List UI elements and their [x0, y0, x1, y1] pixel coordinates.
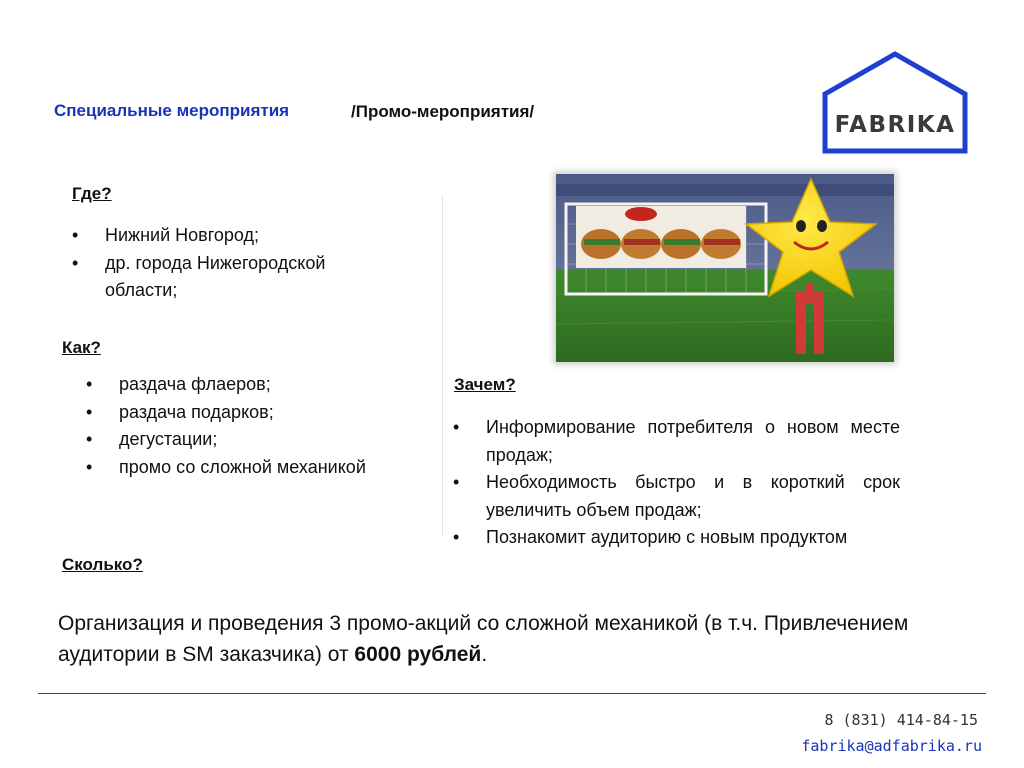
fabrika-logo [820, 50, 970, 156]
bullet: • [453, 472, 460, 492]
column-divider [442, 195, 443, 535]
why-item-2: Необходимость быстро и в короткий срок увеличить объем продаж; [486, 472, 900, 520]
list-item [453, 469, 900, 524]
summary-text-after: . [481, 643, 488, 666]
bullet: • [86, 374, 93, 394]
how-much-heading: Сколько? [62, 555, 143, 574]
bullet: • [86, 401, 93, 422]
list-item [72, 250, 402, 305]
how-heading: Как? [62, 338, 101, 357]
contact-phone: 8 (831) 414-84-15 [824, 711, 978, 729]
contact-email[interactable]: fabrika@adfabrika.ru [801, 737, 982, 755]
list-item [86, 371, 366, 399]
page-subtitle: /Промо-мероприятия/ [351, 102, 535, 121]
where-list [72, 222, 402, 305]
summary-text-before: Организация и проведения 3 промо-акций со сложной механикой (в т.ч. Привлечением аудитории в SM заказчика) от [58, 612, 909, 666]
why-heading: Зачем? [454, 375, 516, 394]
how-item-3: дегустации; [119, 429, 218, 449]
page-title: Специальные мероприятия [54, 101, 290, 120]
list-item [86, 426, 366, 454]
logo-text: FABRIKA [834, 112, 956, 138]
why-item-1: Информирование потребителя о новом месте продаж; [486, 417, 900, 465]
list-item [86, 454, 366, 482]
where-item-1: Нижний Новгород; [105, 225, 260, 245]
bullet: • [86, 456, 93, 477]
bullet: • [453, 527, 460, 547]
list-item [86, 399, 366, 427]
how-item-1: раздача флаеров; [119, 374, 271, 394]
list-item [453, 524, 900, 552]
bullet: • [72, 225, 79, 245]
footer-divider [38, 693, 986, 694]
bullet: • [453, 417, 460, 437]
summary-price: 6000 рублей [354, 643, 482, 666]
where-heading: Где? [72, 184, 112, 203]
how-item-4: промо со сложной механикой [119, 456, 366, 477]
bullet: • [72, 252, 79, 273]
mascot-photo [556, 174, 894, 362]
summary-text [58, 608, 958, 670]
why-list [453, 414, 900, 552]
where-item-2: др. города Нижегородской области; [105, 252, 326, 300]
how-list [86, 371, 366, 481]
why-item-3: Познакомит аудиторию с новым продуктом [486, 527, 848, 547]
list-item [453, 414, 900, 469]
how-item-2: раздача подарков; [119, 401, 274, 422]
list-item [72, 222, 402, 250]
bullet: • [86, 429, 93, 449]
